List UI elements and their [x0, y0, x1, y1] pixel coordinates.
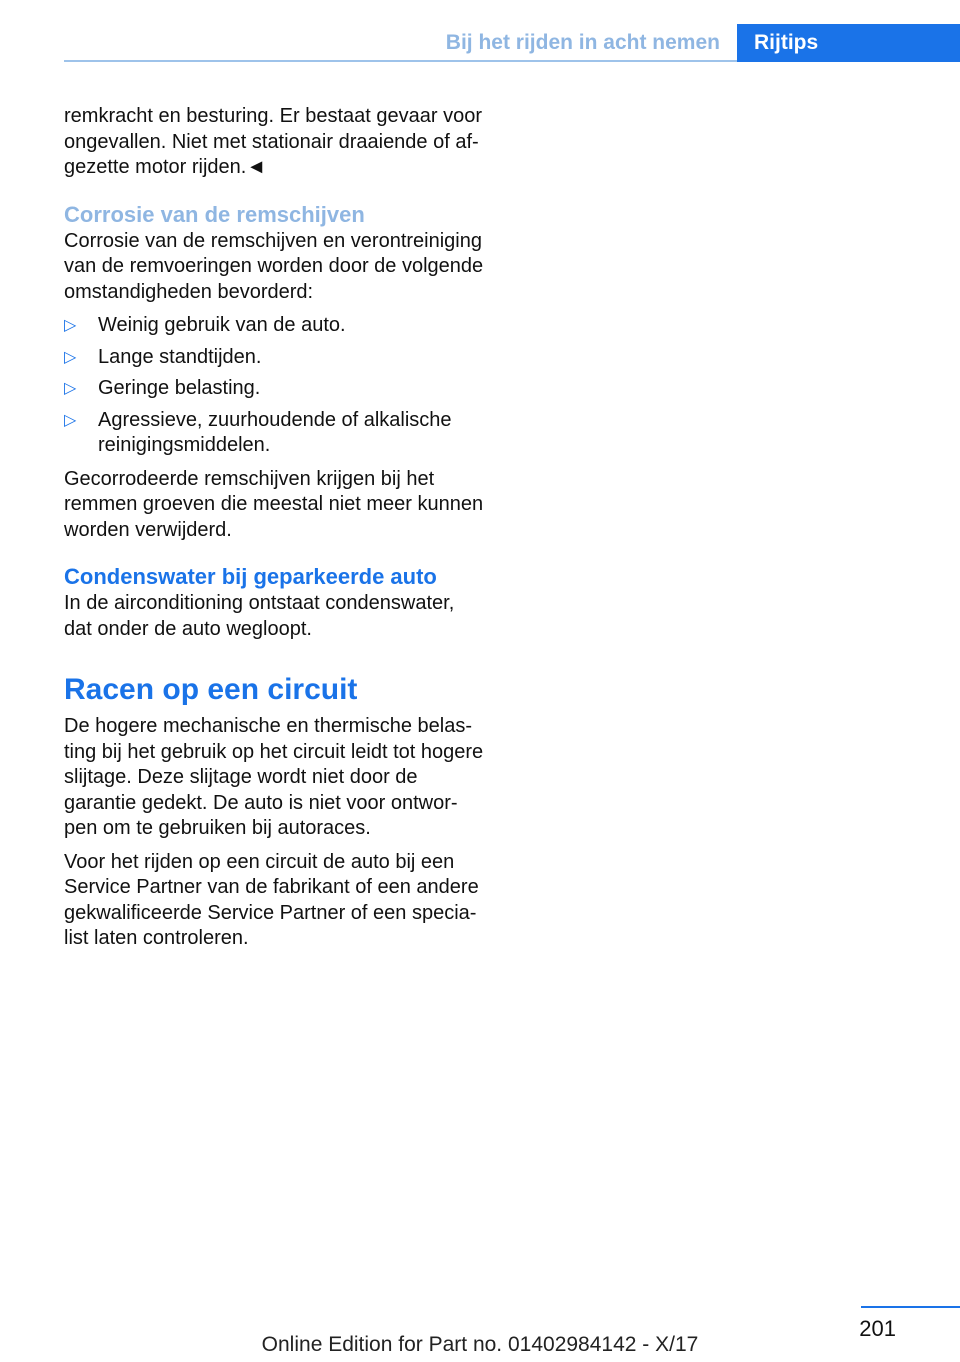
list-item-text: Lange standtijden. [98, 345, 262, 368]
triangle-bullet-icon: ▷ [64, 380, 77, 397]
triangle-bullet-icon: ▷ [64, 348, 77, 366]
corrosion-intro: Corrosie van de remschijven en verontreiniging van de remvoeringen worden door de volgende omstandigheden bevorderd: [64, 229, 484, 303]
chapter-heading-racing: Racen op een circuit [64, 673, 358, 706]
section-heading-corrosion: Corrosie van de remschijven [64, 201, 365, 227]
intro-paragraph: remkracht en besturing. Er bestaat gevaar voor ongevallen. Niet met stationair draaiende of afgezette motor rijden.◄ [64, 105, 482, 178]
triangle-bullet-icon: ▷ [64, 317, 77, 334]
list-item [64, 376, 484, 402]
list-item [64, 345, 484, 371]
header-chapter-tab[interactable] [737, 24, 960, 62]
racing-paragraph: Voor het rijden op een circuit de auto bij een Service Partner van de fabrikant of een andere gekwalificeerde Service Partner of een specialist laten controleren. [64, 850, 479, 949]
page-number: 201 [859, 1316, 896, 1341]
list-item-text: Agressieve, zuurhoudende of alkalische reinigingsmiddelen. [98, 408, 452, 456]
condensation-text: In de airconditioning ontstaat condenswater, dat onder de auto wegloopt. [64, 592, 455, 640]
corrosion-factor-list [64, 313, 484, 459]
racing-paragraph: De hogere mechanische en thermische belasting bij het gebruik op het circuit leidt tot hogere slijtage. Deze slijtage wordt niet door de garantie gedekt. De auto is niet voor ontworpen om te gebruiken bij autoraces. [64, 715, 484, 839]
section-heading-condensation: Condenswater bij geparkeerde auto [64, 564, 437, 589]
list-item [64, 313, 484, 339]
corrosion-outro: Gecorrodeerde remschijven krijgen bij het remmen groeven die meestal niet meer kunnen worden verwijderd. [64, 467, 484, 541]
list-item [64, 408, 484, 459]
page-number-rule [861, 1306, 960, 1308]
header-section-title: Bij het rijden in acht nemen [445, 31, 720, 54]
list-item-text: Weinig gebruik van de auto. [98, 314, 346, 336]
footer-edition-text: Online Edition for Part no. 01402984142 - X/17 [261, 1333, 699, 1356]
page-content [64, 104, 484, 952]
triangle-bullet-icon: ▷ [64, 411, 77, 429]
header-chapter-label: Rijtips [754, 31, 819, 54]
list-item-text: Geringe belasting. [98, 377, 261, 399]
